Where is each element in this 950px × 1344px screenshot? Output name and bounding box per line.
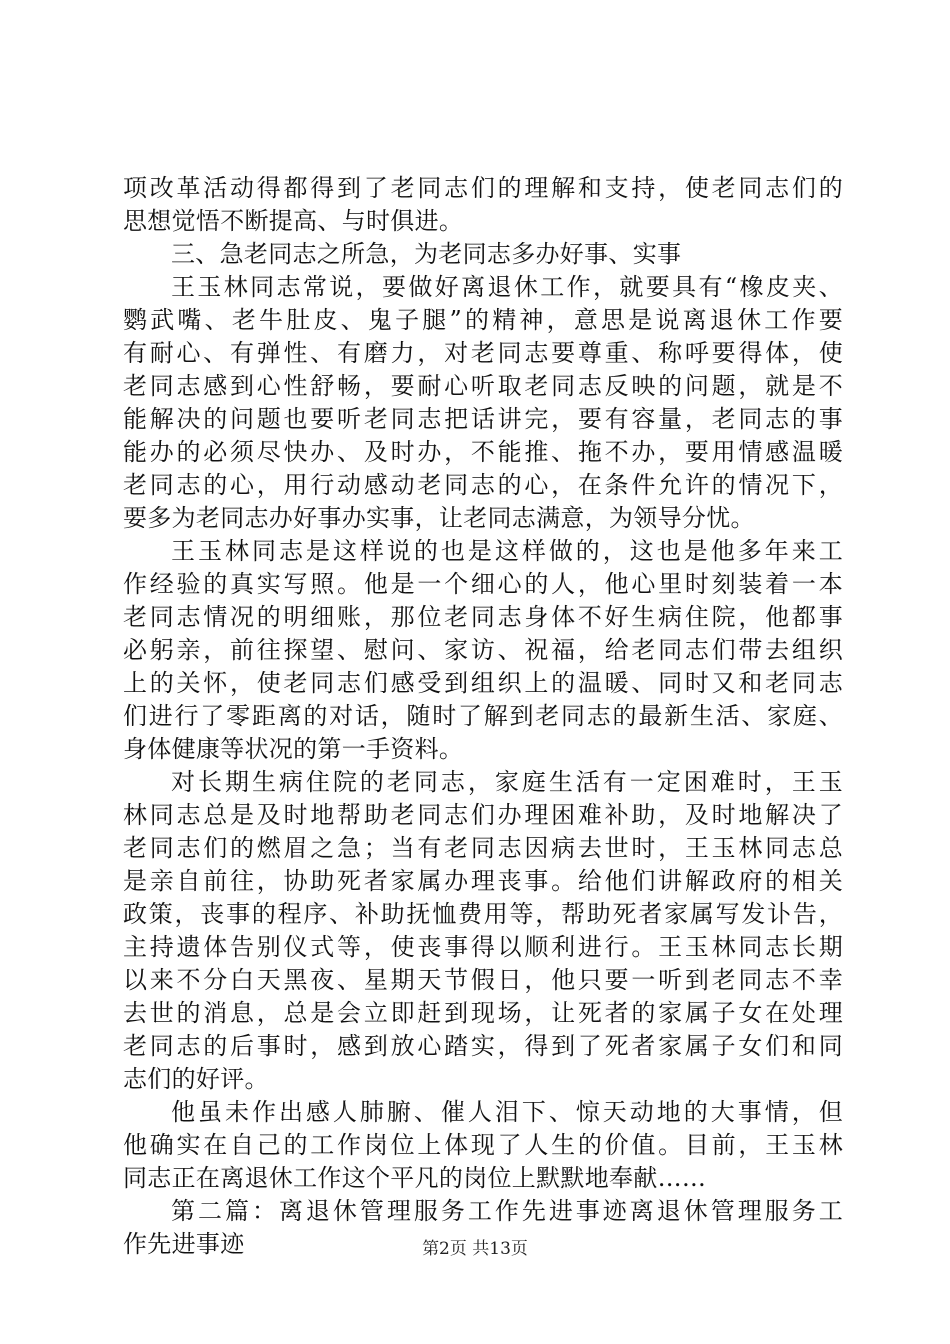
text-line: 是亲自前往，协助死者家属办理丧事。给他们讲解政府的相关 bbox=[123, 867, 843, 895]
text-line: 身体健康等状况的第一手资料。 bbox=[123, 735, 464, 763]
text-line: 有耐心、有弹性、有磨力，对老同志要尊重、称呼要得体，使 bbox=[123, 339, 843, 367]
paragraph-first-line: 王玉林同志是这样说的也是这样做的，这也是他多年来工 bbox=[171, 537, 843, 565]
text-line: 老同志们的燃眉之急；当有老同志因病去世时，王玉林同志总 bbox=[123, 834, 843, 862]
text-line: 主持遗体告别仪式等，使丧事得以顺利进行。王玉林同志长期 bbox=[123, 933, 843, 961]
text-line: 政策，丧事的程序、补助抚恤费用等，帮助死者家属写发讣告， bbox=[123, 900, 843, 928]
text-line: 老同志的心，用行动感动老同志的心，在条件允许的情况下， bbox=[123, 471, 843, 499]
paragraph-first-line: 他虽未作出感人肺腑、催人泪下、惊天动地的大事情，但 bbox=[171, 1098, 843, 1126]
text-line: 们进行了零距离的对话，随时了解到老同志的最新生活、家庭、 bbox=[123, 702, 843, 730]
section-heading: 三、急老同志之所急，为老同志多办好事、实事 bbox=[171, 240, 682, 268]
document-body bbox=[123, 172, 843, 1261]
text-line: 项改革活动得都得到了老同志们的理解和支持，使老同志们的 bbox=[123, 174, 843, 202]
text-line: 上的关怀，使老同志们感受到组织上的温暖、同时又和老同志 bbox=[123, 669, 843, 697]
paragraph-first-line: 第二篇：离退休管理服务工作先进事迹离退休管理服务工 bbox=[171, 1197, 843, 1225]
paragraph-first-line: 王玉林同志常说，要做好离退休工作，就要具有“橡皮夹、 bbox=[171, 273, 843, 301]
text-line: 能解决的问题也要听老同志把话讲完，要有容量，老同志的事 bbox=[123, 405, 843, 433]
text-line: 以来不分白天黑夜、星期天节假日，他只要一听到老同志不幸 bbox=[123, 966, 843, 994]
text-line: 老同志情况的明细账，那位老同志身体不好生病住院，他都事 bbox=[123, 603, 843, 631]
text-line: 作先进事迹 bbox=[123, 1230, 245, 1258]
paragraph-first-line: 对长期生病住院的老同志，家庭生活有一定困难时，王玉 bbox=[171, 768, 843, 796]
text-line: 林同志总是及时地帮助老同志们办理困难补助，及时地解决了 bbox=[123, 801, 843, 829]
text-line: 老同志的后事时，感到放心踏实，得到了死者家属子女们和同 bbox=[123, 1032, 843, 1060]
text-line: 他确实在自己的工作岗位上体现了人生的价值。目前，王玉林 bbox=[123, 1131, 843, 1159]
text-line: 鹦武嘴、老牛肚皮、鬼子腿”的精神，意思是说离退休工作要 bbox=[123, 306, 843, 334]
text-line: 必躬亲，前往探望、慰问、家访、祝福，给老同志们带去组织 bbox=[123, 636, 843, 664]
text-line: 同志正在离退休工作这个平凡的岗位上默默地奉献…… bbox=[123, 1164, 707, 1192]
text-line: 要多为老同志办好事办实事，让老同志满意，为领导分忧。 bbox=[123, 504, 755, 532]
text-line: 思想觉悟不断提高、与时俱进。 bbox=[123, 207, 464, 235]
page-number-footer: 第2页 共13页 bbox=[422, 1239, 528, 1259]
text-line: 志们的好评。 bbox=[123, 1065, 269, 1093]
text-line: 能办的必须尽快办、及时办，不能推、拖不办，要用情感温暖 bbox=[123, 438, 843, 466]
text-line: 老同志感到心性舒畅，要耐心听取老同志反映的问题，就是不 bbox=[123, 372, 843, 400]
text-line: 作经验的真实写照。他是一个细心的人，他心里时刻装着一本 bbox=[123, 570, 843, 598]
text-line: 去世的消息，总是会立即赶到现场，让死者的家属子女在处理 bbox=[123, 999, 843, 1027]
